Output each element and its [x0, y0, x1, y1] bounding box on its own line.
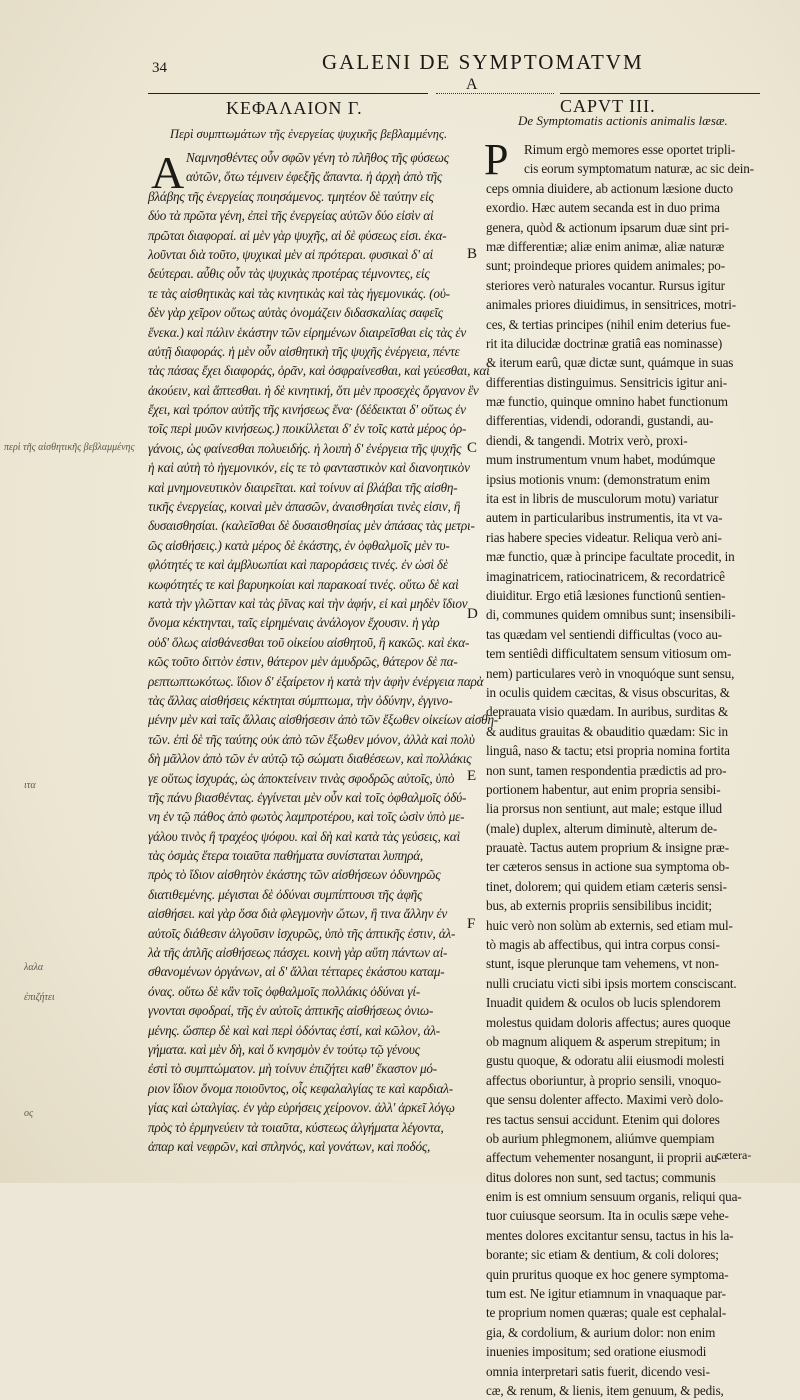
- greek-text-line: κατὰ τὴν γλῶτταν καὶ τὰς ῥῖνας καὶ τὴν ἁφήν, εἰ καὶ μηδὲν ἴδιον: [148, 595, 468, 611]
- greek-text-line: κωφότητές τε καὶ βαρυηκοίαι καὶ παρακοαί τινές. οὕτω δὲ καὶ: [148, 576, 459, 592]
- latin-text-line: cis eorum symptomatum naturæ, ac sic dein-: [524, 161, 754, 177]
- greek-chapter-subheading: Περὶ συμπτωμάτων τῆς ἐνεργείας ψυχικῆς βεβλαμμένης.: [170, 127, 448, 141]
- latin-text-line: ter cæteros sensus in actione sua symptoma ob-: [486, 859, 730, 875]
- latin-text-line: ob aurium phlegmonem, aliúmve quempiam: [486, 1130, 715, 1146]
- greek-text-line: τὰς ὀσμὰς ἕτερα τοιαῦτα παθήματα συνίσταται λυπηρά,: [148, 848, 424, 864]
- greek-text-line: δὴ μᾶλλον ἀπὸ τῶν ἐν αὐτῷ τῷ σώματι διαθέσεων, καὶ πολλάκις: [148, 751, 472, 767]
- latin-text-line: Inuadit quidem & oculos ob lucis splendorem: [486, 995, 721, 1011]
- latin-text-line: mæ functio, quæ à principe facultate procedit, in: [486, 549, 735, 565]
- greek-text-line: ριον ἴδιον ὄνομα ποιοῦντος, οἷς κεφαλαλγίας τε καὶ καρδιαλ-: [148, 1080, 453, 1096]
- latin-text-line: genera, quòd & actionum ipsarum duæ sint pri-: [486, 219, 730, 235]
- latin-text-line: bus, ab externis propriis sensibilibus incidit;: [486, 898, 712, 914]
- greek-text-line: καὶ μνημονευτικὸν διαιρεῖται. καὶ τοίνυν αἱ βλάβαι τῆς αἰσθη-: [148, 479, 458, 495]
- greek-text-line: λοῦνται διὰ τοῦτο, ψυχικαὶ μὲν αἱ πρότεραι. φυσικαὶ δ' αἱ: [148, 246, 433, 262]
- latin-text-line: (male) duplex, alterum diminutè, alterum de-: [486, 820, 718, 836]
- greek-text-line: αὐτοῖς διάθεσιν ἀλγοῦσιν ἰσχυρῶς, ὑπὸ τῆς ἁπτικῆς ἐστιν, ἀλ-: [148, 925, 456, 941]
- greek-text-line: γήματα. καὶ μὲν δὴ, καὶ ὅ κνησμὸν ἐν τούτῳ τῷ γένους: [148, 1041, 420, 1057]
- latin-text-line: steriores verò naturales vocantur. Rursus igitur: [486, 277, 725, 293]
- greek-text-line: αὐτῶν, ὅτω τέμνειν ἐφεξῆς ἅπαντα. ἡ ἀρχὴ ἀπὸ τῆς: [186, 169, 443, 185]
- greek-text-line: ὄνομα κέκτηνται, ταῖς εἰρημέναις ἀνάλογον ἔχουσιν. ἡ γὰρ: [148, 615, 440, 631]
- greek-text-line: οὐδ' ὅλως αἰσθάνεσθαι τοῦ οἰκείου αἰσθητοῦ, ἢ κακῶς. καὶ ἐκα-: [148, 634, 470, 650]
- greek-text-line: τῶν. ἐπὶ δὲ τῆς ταύτης οὐκ ἀπὸ τῶν ἔξωθεν μόνον, ἀλλὰ καὶ πολὺ: [148, 731, 475, 747]
- greek-text-line: γίας καὶ ὠταλγίας. ἐν γὰρ εὑρήσεις χείρονον. ἀλλ' ἀρκεῖ λόγῳ: [148, 1100, 455, 1116]
- column-marker-d: D: [467, 606, 478, 622]
- latin-text-column: [484, 135, 764, 1400]
- latin-text-line: mum instrumentum vnum habet, modúmque: [486, 452, 716, 468]
- greek-text-line: γάλου τινὸς ἢ τραχέος ψόφου. καὶ δὴ καὶ κατὰ τὰς γεύσεις, καὶ: [148, 828, 460, 844]
- column-marker-b: B: [467, 246, 478, 262]
- latin-drop-cap: P: [484, 135, 509, 184]
- greek-text-line: ἀκούειν, καὶ ἅπτεσθαι. ἡ δὲ κινητική, ὅτι μὲν προσεχὲς ὄργανον ἓν: [148, 382, 479, 398]
- latin-text-line: quin pruritus quoque ex hoc genere symptoma-: [486, 1266, 729, 1282]
- greek-text-line: ῶς αἰσθήσεις.) κατὰ μέρος δὲ ἑκάστης, ἐν ὀφθαλμοῖς μὲν τυ-: [148, 537, 450, 553]
- greek-text-line: αὐτῇ διαφοράς. ἡ μὲν οὖν αἰσθητικὴ τῆς ψυχῆς ἐνέργεια, πέντε: [148, 343, 460, 359]
- column-marker-f: F: [467, 916, 476, 932]
- latin-text-line: nem) particulares verò in vnoquóque sunt sensu,: [486, 665, 735, 681]
- greek-text-line: πρὸς τὸ ἑρμηνεύειν τὰ τοιαῦτα, κύστεως ἀλγήματα λέγοντα,: [148, 1119, 444, 1135]
- latin-text-line: imaginatricem, ratiocinatricem, & recordatricê: [486, 568, 725, 584]
- latin-text-line: differentias distinguimus. Sensitricis igitur ani-: [486, 374, 727, 390]
- latin-text-line: omnia interpretari satis fuerit, dicendo vesi-: [486, 1363, 710, 1379]
- latin-text-line: te proprium nomen quæras; quale est cephalal-: [486, 1305, 727, 1321]
- latin-text-line: borante; sic etiam & dentium, & coli dolores;: [486, 1247, 719, 1263]
- greek-chapter-heading: ΚΕΦΑΛΑΙΟΝ Γ.: [226, 98, 363, 118]
- latin-text-line: ob magnum aliquem & asperum strepitum; in: [486, 1033, 721, 1049]
- latin-text-line: & iterum earû, quæ dictæ sunt, quámque in suas: [486, 355, 734, 371]
- latin-text-line: di, communes quidem omnibus sunt; insensibili-: [486, 607, 736, 623]
- greek-text-line: αἰσθήσει. καὶ γὰρ ὅσα διὰ φλεγμονὴν ὤτων, ἢ τινα ἄλλην ἐν: [148, 906, 448, 922]
- latin-text-line: tuor cuiusque seorsum. Ita in oculis sæpe vehe-: [486, 1208, 729, 1224]
- catchword: cætera-: [716, 1148, 752, 1162]
- latin-text-line: res tactus sensui accidunt. Etenim qui dolores: [486, 1111, 720, 1127]
- greek-text-line: κῶς τοῦτο διττὸν ἐστιν, θάτερον μὲν ἀμυδρῶς, θάτερον δὲ πα-: [148, 654, 458, 670]
- margin-note-2: ιτα: [24, 780, 36, 791]
- latin-text-line: rit ita dilucidæ doctrinæ gratiâ eas nominasse): [486, 335, 723, 351]
- header-rule-dotted: [436, 93, 554, 94]
- latin-text-line: lia prorsus non sentiunt, aut male; estque illud: [486, 801, 722, 817]
- latin-text-line: autem in particularibus instrumentis, ita vt va-: [486, 510, 723, 526]
- margin-note-1: περὶ τῆς αἰσθητικῆς βεβλαμμένης: [4, 442, 135, 453]
- column-marker-e: E: [467, 768, 477, 784]
- greek-text-line: ἐστὶ τὸ συμπτώματον. μὴ τοίνυν ἐπιζήτει καθ' ἕκαστον μό-: [148, 1061, 437, 1077]
- latin-text-line: cæ, & renum, & lienis, item genuum, & pedis,: [486, 1383, 724, 1398]
- greek-text-line: τὰς πάσας ἔχει διαφοράς, ὁρᾶν, καὶ ὀσφραίνεσθαι, καὶ γεύεσθαι, καὶ: [148, 363, 490, 379]
- latin-text-line: exordio. Hæc autem secanda est in duo prima: [486, 200, 720, 216]
- greek-text-line: σθανομένων ὀργάνων, αἱ δ' ἄλλαι τέτταρες ἑκάστου καταμ-: [148, 964, 445, 980]
- latin-text-line: inuenies impositum; sed oratione eiusmodi: [486, 1344, 707, 1360]
- greek-text-line: τικῆς ἐνεργείας, κοιναὶ μὲν ἁπασῶν, ἀναισθησίαι τινὲς εἰσιν, ἢ: [148, 499, 461, 515]
- greek-text-line: τοῖς περὶ μυῶν κινήσεως.) ποικίλλεται δ' ἐν τοῖς κατὰ μέρος ὀρ-: [148, 421, 467, 437]
- greek-text-line: πρὸς τὸ ἴδιον αἰσθητὸν ἑκάστης τῶν αἰσθήσεων ὀδυνηρῶς: [148, 867, 441, 883]
- latin-chapter-heading: CAPVT III.: [560, 96, 656, 116]
- latin-text-line: mæ functio, quinque omnino habet functionum: [486, 394, 728, 410]
- latin-text-line: diuiditur. Ergo etiâ læsiones functionû sentien-: [486, 587, 726, 603]
- latin-text-line: nulli cruciatu victi sibi ipsis mortem consciscant.: [486, 975, 737, 991]
- latin-text-line: deprauata visio quædam. In auribus, surditas &: [486, 704, 729, 720]
- latin-text-line: differentias, videndi, odorandi, gustandi, au-: [486, 413, 714, 429]
- greek-text-line: γνονται σφοδραί, τῆς ἐν αὐτοῖς ἁπτικῆς αἰσθήσεως ὀνιω-: [148, 1003, 434, 1019]
- latin-text-line: prauatè. Tactus autem proprium & insigne præ-: [486, 840, 729, 856]
- greek-text-column: [148, 148, 498, 1156]
- latin-text-line: ces, & tertias principes (nihil enim deterius fue-: [486, 316, 731, 332]
- latin-text-line: tas quædam vel sentiendi difficultas (voco au-: [486, 626, 723, 642]
- latin-text-line: que sensu dolenter affecto. Maximi verò dolo-: [486, 1092, 724, 1108]
- header-rule-right: [560, 93, 760, 94]
- margin-note-4: ἐπιζήτει: [24, 992, 55, 1003]
- greek-text-line: ἕνεκα.) καὶ πάλιν ἑκάστην τῶν εἰρημένων διαιρεῖσθαι εἰς τὰς ἐν: [148, 324, 467, 340]
- latin-text-line: non sunt, tamen respondentia prædictis ad pro-: [486, 762, 727, 778]
- greek-text-line: ρεπτωπτωκότως. ἴδιον δ' ἐξαίρετον ἡ κατὰ τὴν ἁφὴν ἐνέργεια παρὰ: [148, 673, 484, 689]
- latin-text-line: diendi, & tangendi. Motrix verò, proxi-: [486, 432, 688, 448]
- greek-text-line: δὲν γὰρ χεῖρον οὕτως αὐτὰς ὀνομάζειν διδασκαλίας σαφεῖς: [148, 305, 443, 321]
- running-title: GALENI DE SYMPTOMATVM: [322, 50, 644, 74]
- greek-text-line: πρῶται διαφοραί. αἱ μὲν γὰρ ψυχῆς, αἱ δὲ φύσεως εἰσι. ἐκα-: [148, 227, 447, 243]
- greek-text-line: τῆς πάνυ βιασθέντας. ἐγγίνεται μὲν οὖν καὶ τοῖς ὀφθαλμοῖς ὀδύ-: [148, 789, 467, 805]
- latin-text-line: & auditus grauitas & obauditio quædam: Sic in: [486, 723, 728, 739]
- latin-chapter-subheading: De Symptomatis actionis animalis læsæ.: [518, 113, 728, 128]
- greek-text-line: διατιθεμένης. μέγισται δὲ ὀδύναι συμπίπτουσι τῆς ἁφῆς: [148, 886, 423, 902]
- latin-text-line: tum est. Ne igitur etiamnum in vnaquaque par-: [486, 1286, 726, 1302]
- margin-note-5: ος: [24, 1108, 34, 1119]
- latin-text-line: in oculis quidem cæcitas, & visus obscuritas, &: [486, 684, 730, 700]
- latin-text-line: tem sentiêdi difficultatem sensum vitiosum om-: [486, 646, 732, 662]
- latin-text-line: tò magis ab affectibus, qui intra corpus consi-: [486, 937, 720, 953]
- greek-text-line: ἡ καὶ αὐτὴ τὸ ἡγεμονικόν, εἰς τε τὸ φανταστικὸν καὶ διανοητικὸν: [148, 460, 470, 476]
- margin-note-3: λαλα: [24, 962, 44, 973]
- latin-text-line: molestus quidam doloris affectus; aures quoque: [486, 1014, 731, 1030]
- latin-text-line: affectum vehementer nosangunt, ii proprii au-: [486, 1150, 722, 1166]
- latin-text-line: rias habere species videatur. Reliqua verò ani-: [486, 529, 722, 545]
- latin-text-line: stunt, isque plerunque tam vehemens, vt non-: [486, 956, 719, 972]
- greek-text-line: λὰ τῆς ἁπλῆς αἰσθήσεως πάσχει. κοινὴ γὰρ αὕτη πάντων αἰ-: [148, 945, 448, 961]
- latin-text-line: tinet, dolorem; qui quidem etiam cæteris sensi-: [486, 878, 727, 894]
- greek-drop-cap: Α: [151, 147, 185, 198]
- greek-text-line: ἀπαρ καὶ νεφρῶν, καὶ σπληνός, καὶ γονάτων, καὶ ποδός,: [148, 1138, 431, 1154]
- latin-text-line: portionem habentur, aut enim propria sensibi-: [486, 781, 721, 797]
- latin-text-line: ita est in libris de musculorum motu) variatur: [486, 491, 719, 507]
- signature-mark: A: [466, 76, 478, 93]
- latin-text-line: affectus oboriuntur, à proprio sensili, vnoquo-: [486, 1072, 721, 1088]
- greek-text-line: μένης. ὥσπερ δὲ καὶ καὶ περὶ ὀδόντας ἐστί, καὶ κῶλον, ἀλ-: [148, 1022, 440, 1038]
- greek-text-line: γε οὕτως ἰσχυράς, ὡς ἀποκτείνειν τινὰς σφοδρῶς αὐτοῖς, ὑπὸ: [148, 770, 455, 786]
- latin-text-line: gustu quoque, & odoratu alii eiusmodi molesti: [486, 1053, 725, 1069]
- greek-text-line: γάνοις, ὡς φαίνεσθαι πολυειδής. ἡ λοιπὴ δ' ἐνέργεια τῆς ψυχῆς: [148, 440, 462, 456]
- greek-text-line: νη ἐν τῷ πάθος ἀπὸ φωτὸς λαμπροτέρου, καὶ τοῖς ὠσὶν ὑπὸ με-: [148, 809, 465, 825]
- column-marker-c: C: [467, 440, 478, 456]
- folio-number: 34: [152, 60, 167, 76]
- greek-text-line: δύο τὰ πρῶτα γένη, ἐπεὶ τῆς ἐνεργείας αὐτῶν δύο εἰσὶν αἱ: [148, 208, 434, 224]
- latin-text-line: linguâ, naso & tactu; etsi propria nomina fortita: [486, 743, 730, 759]
- greek-text-line: τὰς ἄλλας αἰσθήσεις κέκτηται σύμπτωμα, τὴν ὀδύνην, ἐγγινο-: [148, 692, 453, 708]
- latin-text-line: sunt; proindeque priores quidem animales; po-: [486, 258, 725, 274]
- latin-text-line: gia, & cordolium, & aurium dolor: non enim: [486, 1324, 716, 1340]
- latin-text-line: animales priores diuidimus, in sensitrices, motri-: [486, 297, 736, 313]
- latin-text-line: Rimum ergò memores esse oportet tripli-: [524, 142, 736, 157]
- latin-text-line: mæ differentiæ; aliæ enim animæ, aliæ naturæ: [486, 238, 725, 254]
- greek-text-line: βλάβης τῆς ἐνεργείας ποιησάμενος. τμητέον δὲ ταύτην εἰς: [148, 188, 434, 204]
- greek-text-line: ἔχει, καὶ τρόπον αὐτῆς τῆς κινήσεως ἕνα· (δέδεικται δ' οὕτως ἐν: [148, 402, 466, 418]
- greek-text-line: μένην μὲν καὶ ταῖς ἄλλαις αἰσθήσεσιν ἀπὸ τῶν ἔξωθεν οἰκείων αἰσθη-: [148, 712, 498, 728]
- greek-text-line: Ναμνησθέντες οὖν σφῶν γένη τὸ πλῆθος τῆς φύσεως: [186, 150, 449, 165]
- latin-text-line: mentes dolores excitantur sensu, tactus in his la-: [486, 1227, 734, 1243]
- latin-text-line: ditus dolores non sunt, sed tactus; communis: [486, 1169, 716, 1185]
- latin-text-line: enim is est omnium sensuum organis, reliqui qua-: [486, 1189, 742, 1205]
- greek-text-line: τε τὰς αἰσθητικὰς καὶ τὰς κινητικὰς καὶ τὰς ἡγεμονικάς. (οὐ-: [148, 285, 450, 301]
- greek-text-line: δεύτεραι. αὖθις οὖν τὰς ψυχικὰς προτέρας τέμνοντες, εἰς: [148, 266, 430, 282]
- greek-text-line: φλότητές τε καὶ ἀμβλυωπίαι καὶ παροράσεις τινές. ἐν ὠσὶ δὲ: [148, 557, 448, 573]
- latin-text-line: huic verò non solùm ab externis, sed etiam mul-: [486, 917, 733, 933]
- latin-text-line: ipsius motionis vnum: (demonstratum enim: [486, 471, 711, 487]
- header-rule-left: [148, 93, 428, 94]
- greek-text-line: δυσαισθησίαι. (καλεῖσθαι δὲ δυσαισθησίας μὲν ἁπάσας τὰς μετρι-: [148, 518, 475, 534]
- latin-text-line: ceps omnia diuidere, ab actionum læsione ducto: [486, 180, 733, 196]
- greek-text-line: όνας. οὕτω δὲ κἂν τοῖς ὀφθαλμοῖς πολλάκις ὀδύναι γί-: [148, 983, 421, 999]
